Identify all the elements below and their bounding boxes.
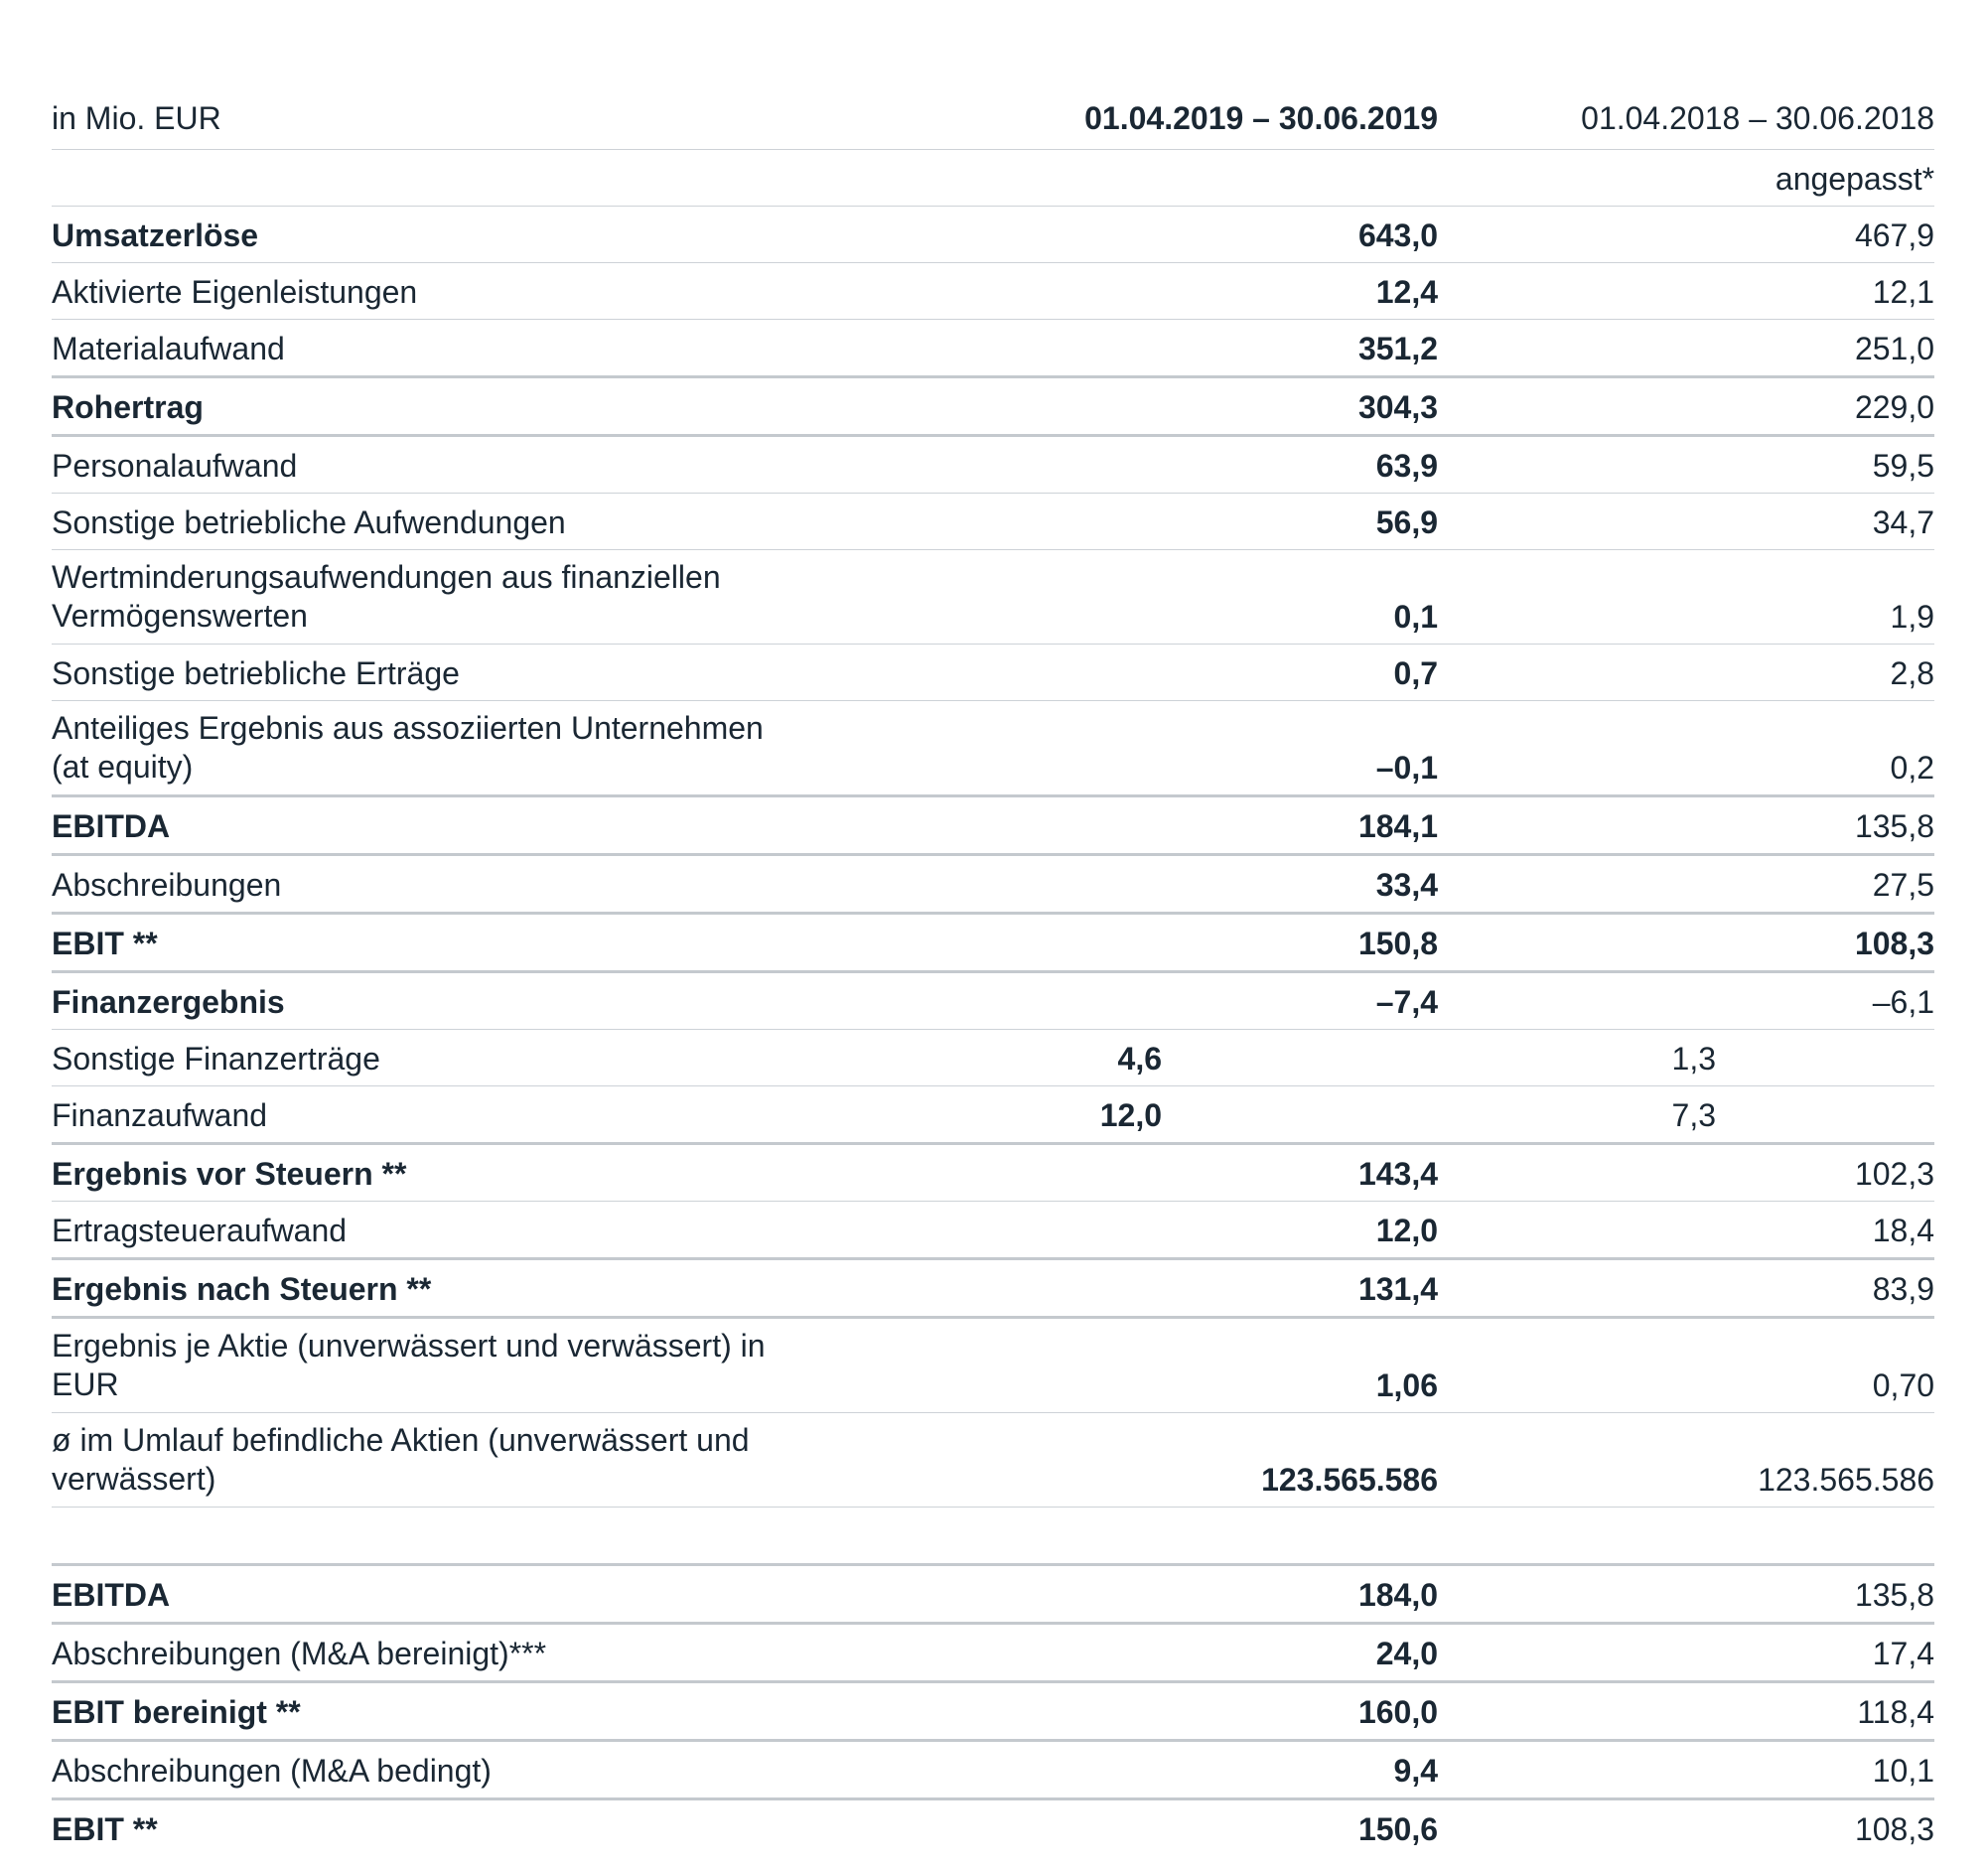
section-divider	[52, 1508, 1934, 1565]
row-label: Sonstige betriebliche Aufwendungen	[52, 494, 806, 550]
row-label: Ergebnis nach Steuern **	[52, 1259, 806, 1318]
previous-value: –6,1	[1438, 972, 1934, 1030]
previous-value: 27,5	[1438, 855, 1934, 914]
current-period-header: 01.04.2019 – 30.06.2019	[806, 81, 1438, 150]
sub-previous-value: 7,3	[1438, 1086, 1716, 1144]
row-label: Abschreibungen (M&A bedingt)	[52, 1741, 806, 1799]
table-row	[52, 1030, 1934, 1086]
row-label: Sonstige Finanzerträge	[52, 1030, 806, 1086]
table-row	[52, 1624, 1934, 1682]
previous-value: 0,2	[1438, 701, 1934, 796]
row-label: Sonstige betriebliche Erträge	[52, 645, 806, 701]
current-value: –0,1	[806, 701, 1438, 796]
previous-value: 467,9	[1438, 207, 1934, 263]
row-label: EBIT bereinigt **	[52, 1682, 806, 1741]
table-row	[52, 320, 1934, 377]
row-label: EBITDA	[52, 1565, 806, 1624]
current-value: 0,1	[806, 550, 1438, 645]
sub-current-value: 4,6	[806, 1030, 1162, 1086]
table-row	[52, 796, 1934, 855]
current-value: 150,6	[1357, 1811, 1439, 1847]
unit-label: in Mio. EUR	[52, 81, 806, 150]
row-label: Abschreibungen	[52, 855, 806, 914]
table-row	[52, 1741, 1934, 1799]
row-label: Aktivierte Eigenleistungen	[52, 263, 806, 320]
table-row	[52, 550, 1934, 645]
table-row	[52, 1202, 1934, 1259]
current-value: 123.565.586	[806, 1413, 1438, 1508]
current-value: 56,9	[806, 494, 1438, 550]
current-value: 160,0	[806, 1682, 1438, 1741]
previous-value: 229,0	[1438, 377, 1934, 436]
current-value: 24,0	[806, 1624, 1438, 1682]
income-statement-table	[52, 81, 1934, 1856]
table-row	[52, 263, 1934, 320]
previous-value: 12,1	[1438, 263, 1934, 320]
current-value: 184,0	[806, 1565, 1438, 1624]
current-value: 0,7	[806, 645, 1438, 701]
previous-value: 135,8	[1438, 796, 1934, 855]
sub-previous-value: 1,3	[1438, 1030, 1716, 1086]
previous-value: 0,70	[1438, 1318, 1934, 1413]
table-row	[52, 1259, 1934, 1318]
row-label: Ertragsteueraufwand	[52, 1202, 806, 1259]
current-value: 304,3	[806, 377, 1438, 436]
table-row	[52, 1799, 1934, 1857]
current-value: 643,0	[806, 207, 1438, 263]
table-row	[52, 972, 1934, 1030]
sub-current-value: 12,0	[806, 1086, 1162, 1144]
adjusted-row	[52, 150, 1934, 207]
previous-value: 108,3	[1854, 1811, 1935, 1847]
row-label: Finanzergebnis	[52, 972, 806, 1030]
current-value: 63,9	[806, 436, 1438, 494]
current-value: 12,4	[806, 263, 1438, 320]
current-value: –7,4	[806, 972, 1438, 1030]
table-row	[52, 1086, 1934, 1144]
current-value: 184,1	[806, 796, 1438, 855]
table-row	[52, 494, 1934, 550]
previous-value: 102,3	[1438, 1144, 1934, 1202]
previous-value: 251,0	[1438, 320, 1934, 377]
row-label: Abschreibungen (M&A bereinigt)***	[52, 1624, 806, 1682]
current-value: 1,06	[806, 1318, 1438, 1413]
previous-value: 2,8	[1438, 645, 1934, 701]
previous-value: 10,1	[1438, 1741, 1934, 1799]
previous-value: 18,4	[1438, 1202, 1934, 1259]
current-value: 12,0	[806, 1202, 1438, 1259]
adjusted-note: angepasst*	[1438, 150, 1934, 207]
previous-value: 17,4	[1438, 1624, 1934, 1682]
income-statement	[52, 81, 1934, 1856]
table-row	[52, 1682, 1934, 1741]
table-row	[52, 914, 1934, 972]
previous-value: 59,5	[1438, 436, 1934, 494]
row-label: Ergebnis je Aktie (unverwässert und verwässert) in EUR	[52, 1318, 806, 1413]
table-row	[52, 1144, 1934, 1202]
table-row	[52, 645, 1934, 701]
table-row	[52, 207, 1934, 263]
row-label: Wertminderungsaufwendungen aus finanziellen Vermögenswerten	[52, 550, 806, 645]
previous-value: 118,4	[1438, 1682, 1934, 1741]
current-value: 9,4	[806, 1741, 1438, 1799]
current-value: 131,4	[806, 1259, 1438, 1318]
row-label: Rohertrag	[52, 377, 806, 436]
row-label: EBIT **	[52, 914, 806, 972]
previous-value: 83,9	[1438, 1259, 1934, 1318]
table-row	[52, 1318, 1934, 1413]
header-row	[52, 81, 1934, 150]
table-row	[52, 436, 1934, 494]
row-label: EBITDA	[52, 796, 806, 855]
row-label: Materialaufwand	[52, 320, 806, 377]
row-label: Anteiliges Ergebnis aus assoziierten Unternehmen (at equity)	[52, 701, 806, 796]
previous-value: 135,8	[1438, 1565, 1934, 1624]
previous-value: 34,7	[1438, 494, 1934, 550]
previous-value: 123.565.586	[1438, 1413, 1934, 1508]
row-label: Finanzaufwand	[52, 1086, 806, 1144]
row-label: Umsatzerlöse	[52, 207, 806, 263]
row-label: Personalaufwand	[52, 436, 806, 494]
row-label: Ergebnis vor Steuern **	[52, 1144, 806, 1202]
row-label: ø im Umlauf befindliche Aktien (unverwässert und verwässert)	[52, 1413, 806, 1508]
table-row	[52, 1413, 1934, 1508]
previous-value: 108,3	[1438, 914, 1934, 972]
current-value: 150,8	[806, 914, 1438, 972]
table-row	[52, 855, 1934, 914]
current-value: 33,4	[806, 855, 1438, 914]
previous-value: 1,9	[1438, 550, 1934, 645]
table-row	[52, 1565, 1934, 1624]
current-value: 143,4	[806, 1144, 1438, 1202]
current-value: 351,2	[806, 320, 1438, 377]
previous-period-header: 01.04.2018 – 30.06.2018	[1438, 81, 1934, 150]
row-label: EBIT **	[52, 1811, 158, 1847]
table-row	[52, 377, 1934, 436]
table-row	[52, 701, 1934, 796]
